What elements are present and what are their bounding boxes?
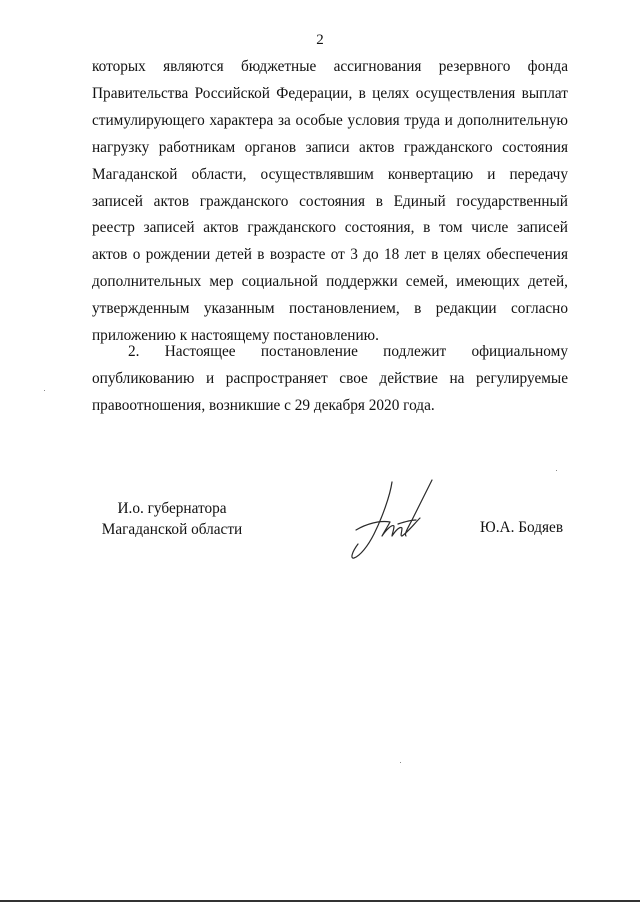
signatory-title-line1: И.о. губернатора — [117, 500, 227, 517]
scan-speck — [400, 762, 401, 763]
handwritten-signature — [336, 478, 446, 562]
paragraph-continuation: которых являются бюджетные ассигнования резервного фонда Правительства Российской Федерации, в целях осуществления выплат стимулирующего характера за особые условия труда и дополнительную нагрузку работникам органов записи актов гражданского состояния Магаданской области, осуществлявшим конвертацию и передачу записей актов гражданского состояния в Единый государственный реестр записей актов гражданского состояния, в том числе записей актов о рождении детей в возрасте от 3 до 18 лет в целях обеспечения дополнительных мер социальной поддержки семей, имеющих детей, утвержденным указанным постановлением, в редакции согласно приложению к настоящему постановлению. — [92, 58, 568, 345]
scan-speck — [44, 390, 45, 391]
page-bottom-edge — [0, 900, 640, 902]
paragraph-publication-clause: 2. Настоящее постановление подлежит официальному опубликованию и распространяет свое действие на регулируемые правоотношения, возникшие с 29 декабря 2020 года. — [92, 343, 568, 414]
page-number: 2 — [316, 32, 324, 48]
signatory-title-line2: Магаданской области — [101, 521, 243, 538]
scan-speck — [556, 470, 557, 471]
signatory-title-block — [92, 498, 252, 540]
signatory-name: Ю.А. Бодяев — [480, 519, 564, 536]
